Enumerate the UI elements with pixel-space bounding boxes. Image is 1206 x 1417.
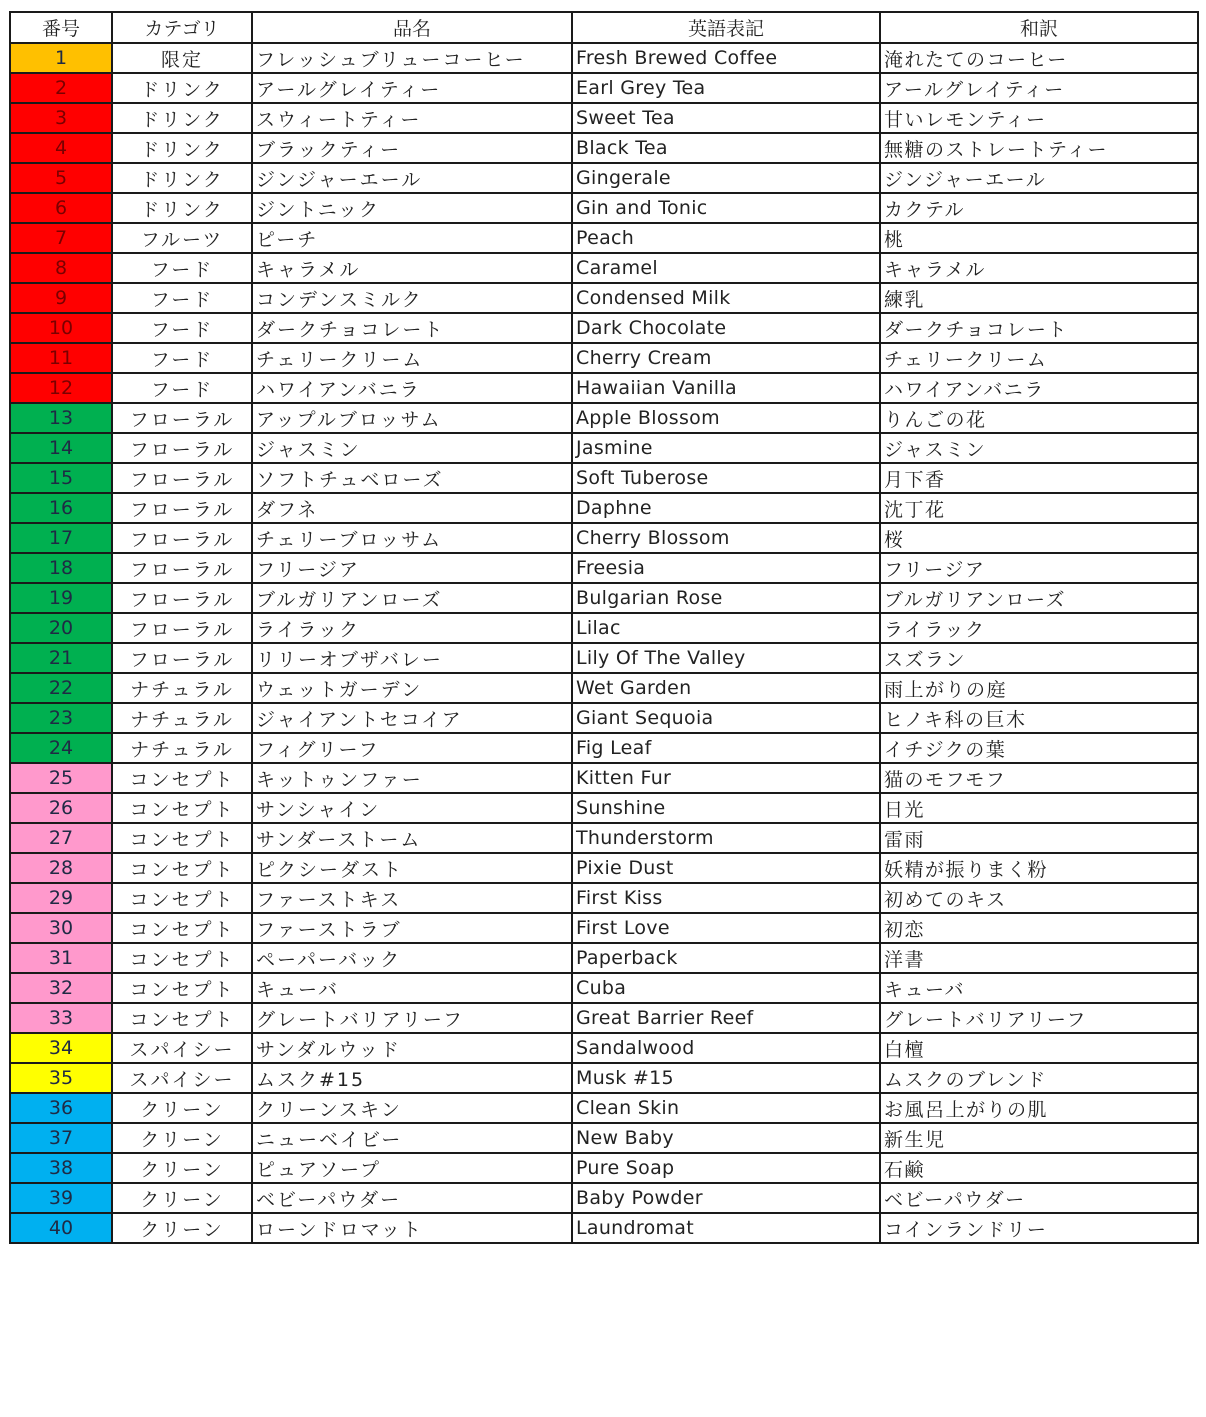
row-number-cell[interactable]: 13 <box>10 403 112 433</box>
japanese-translation-cell[interactable]: 沈丁花 <box>880 493 1198 523</box>
row-number-cell[interactable]: 23 <box>10 703 112 733</box>
row-number-cell[interactable]: 3 <box>10 103 112 133</box>
product-name-cell[interactable]: ピュアソープ <box>252 1153 572 1183</box>
category-cell[interactable]: フード <box>112 343 252 373</box>
japanese-translation-cell[interactable]: キャラメル <box>880 253 1198 283</box>
english-name-cell[interactable]: First Kiss <box>572 883 880 913</box>
category-cell[interactable]: フローラル <box>112 403 252 433</box>
table-row <box>10 643 1198 673</box>
row-number-cell[interactable]: 8 <box>10 253 112 283</box>
header-japanese: 和訳 <box>880 12 1198 43</box>
english-name-cell[interactable]: Hawaiian Vanilla <box>572 373 880 403</box>
product-name-cell[interactable]: ライラック <box>252 613 572 643</box>
japanese-translation-cell[interactable]: フリージア <box>880 553 1198 583</box>
row-number-cell[interactable]: 11 <box>10 343 112 373</box>
row-number-cell[interactable]: 1 <box>10 43 112 73</box>
product-name-cell[interactable]: グレートバリアリーフ <box>252 1003 572 1033</box>
product-name-cell[interactable]: ニューベイビー <box>252 1123 572 1153</box>
english-name-cell[interactable]: Black Tea <box>572 133 880 163</box>
japanese-translation-cell[interactable]: 白檀 <box>880 1033 1198 1063</box>
row-number-cell[interactable]: 22 <box>10 673 112 703</box>
category-cell[interactable]: フード <box>112 283 252 313</box>
category-cell[interactable]: コンセプト <box>112 913 252 943</box>
row-number-cell[interactable]: 7 <box>10 223 112 253</box>
japanese-translation-cell[interactable]: 雨上がりの庭 <box>880 673 1198 703</box>
category-cell[interactable]: スパイシー <box>112 1033 252 1063</box>
table-row <box>10 523 1198 553</box>
product-name-cell[interactable]: アップルブロッサム <box>252 403 572 433</box>
japanese-translation-cell[interactable]: 妖精が振りまく粉 <box>880 853 1198 883</box>
product-name-cell[interactable]: フリージア <box>252 553 572 583</box>
category-cell[interactable]: コンセプト <box>112 973 252 1003</box>
table-body <box>10 43 1198 1243</box>
product-name-cell[interactable]: アールグレイティー <box>252 73 572 103</box>
product-name-cell[interactable]: ブラックティー <box>252 133 572 163</box>
table-row <box>10 853 1198 883</box>
japanese-translation-cell[interactable]: りんごの花 <box>880 403 1198 433</box>
category-cell[interactable]: クリーン <box>112 1213 252 1243</box>
scent-list-table <box>9 11 1199 1244</box>
category-cell[interactable]: ドリンク <box>112 73 252 103</box>
japanese-translation-cell[interactable]: 練乳 <box>880 283 1198 313</box>
japanese-translation-cell[interactable]: お風呂上がりの肌 <box>880 1093 1198 1123</box>
category-cell[interactable]: フローラル <box>112 463 252 493</box>
japanese-translation-cell[interactable]: 新生児 <box>880 1123 1198 1153</box>
english-name-cell[interactable]: Gingerale <box>572 163 880 193</box>
english-name-cell[interactable]: Kitten Fur <box>572 763 880 793</box>
english-name-cell[interactable]: Earl Grey Tea <box>572 73 880 103</box>
table-row <box>10 193 1198 223</box>
english-name-cell[interactable]: Laundromat <box>572 1213 880 1243</box>
english-name-cell[interactable]: Musk #15 <box>572 1063 880 1093</box>
table-row <box>10 673 1198 703</box>
category-cell[interactable]: スパイシー <box>112 1063 252 1093</box>
product-name-cell[interactable]: ファーストラブ <box>252 913 572 943</box>
category-cell[interactable]: フローラル <box>112 583 252 613</box>
category-cell[interactable]: フローラル <box>112 433 252 463</box>
table-row <box>10 223 1198 253</box>
table-row <box>10 973 1198 1003</box>
table-row <box>10 703 1198 733</box>
product-name-cell[interactable]: ムスク#15 <box>252 1063 572 1093</box>
table-row <box>10 1123 1198 1153</box>
category-cell[interactable]: コンセプト <box>112 763 252 793</box>
table-row <box>10 733 1198 763</box>
product-name-cell[interactable]: フレッシュブリューコーヒー <box>252 43 572 73</box>
category-cell[interactable]: フード <box>112 373 252 403</box>
japanese-translation-cell[interactable]: カクテル <box>880 193 1198 223</box>
english-name-cell[interactable]: Sunshine <box>572 793 880 823</box>
japanese-translation-cell[interactable]: ブルガリアンローズ <box>880 583 1198 613</box>
japanese-translation-cell[interactable]: ムスクのブレンド <box>880 1063 1198 1093</box>
japanese-translation-cell[interactable]: 甘いレモンティー <box>880 103 1198 133</box>
japanese-translation-cell[interactable]: 洋書 <box>880 943 1198 973</box>
product-name-cell[interactable]: フィグリーフ <box>252 733 572 763</box>
table-row <box>10 403 1198 433</box>
product-name-cell[interactable]: ウェットガーデン <box>252 673 572 703</box>
english-name-cell[interactable]: Peach <box>572 223 880 253</box>
category-cell[interactable]: コンセプト <box>112 883 252 913</box>
category-cell[interactable]: コンセプト <box>112 823 252 853</box>
english-name-cell[interactable]: Soft Tuberose <box>572 463 880 493</box>
english-name-cell[interactable]: Pixie Dust <box>572 853 880 883</box>
table-row <box>10 163 1198 193</box>
product-name-cell[interactable]: ベビーパウダー <box>252 1183 572 1213</box>
category-cell[interactable]: コンセプト <box>112 943 252 973</box>
japanese-translation-cell[interactable]: 猫のモフモフ <box>880 763 1198 793</box>
header-name: 品名 <box>252 12 572 43</box>
category-cell[interactable]: フローラル <box>112 493 252 523</box>
table-row <box>10 613 1198 643</box>
product-name-cell[interactable]: キューバ <box>252 973 572 1003</box>
row-number-cell[interactable]: 35 <box>10 1063 112 1093</box>
row-number-cell[interactable]: 24 <box>10 733 112 763</box>
english-name-cell[interactable]: Fig Leaf <box>572 733 880 763</box>
row-number-cell[interactable]: 12 <box>10 373 112 403</box>
header-english: 英語表記 <box>572 12 880 43</box>
product-name-cell[interactable]: ダフネ <box>252 493 572 523</box>
japanese-translation-cell[interactable]: ジンジャーエール <box>880 163 1198 193</box>
table-row <box>10 1003 1198 1033</box>
japanese-translation-cell[interactable]: コインランドリー <box>880 1213 1198 1243</box>
category-cell[interactable]: クリーン <box>112 1093 252 1123</box>
category-cell[interactable]: ドリンク <box>112 193 252 223</box>
table-row <box>10 133 1198 163</box>
category-cell[interactable]: フローラル <box>112 613 252 643</box>
japanese-translation-cell[interactable]: ベビーパウダー <box>880 1183 1198 1213</box>
row-number-cell[interactable]: 2 <box>10 73 112 103</box>
english-name-cell[interactable]: Sandalwood <box>572 1033 880 1063</box>
table-row <box>10 433 1198 463</box>
category-cell[interactable]: フード <box>112 313 252 343</box>
english-name-cell[interactable]: Fresh Brewed Coffee <box>572 43 880 73</box>
japanese-translation-cell[interactable]: 石鹸 <box>880 1153 1198 1183</box>
japanese-translation-cell[interactable]: ジャスミン <box>880 433 1198 463</box>
category-cell[interactable]: クリーン <box>112 1123 252 1153</box>
row-number-cell[interactable]: 39 <box>10 1183 112 1213</box>
row-number-cell[interactable]: 32 <box>10 973 112 1003</box>
row-number-cell[interactable]: 18 <box>10 553 112 583</box>
english-name-cell[interactable]: Paperback <box>572 943 880 973</box>
english-name-cell[interactable]: Baby Powder <box>572 1183 880 1213</box>
row-number-cell[interactable]: 5 <box>10 163 112 193</box>
product-name-cell[interactable]: ブルガリアンローズ <box>252 583 572 613</box>
table-row <box>10 43 1198 73</box>
product-name-cell[interactable]: サンダーストーム <box>252 823 572 853</box>
english-name-cell[interactable]: Daphne <box>572 493 880 523</box>
row-number-cell[interactable]: 34 <box>10 1033 112 1063</box>
product-name-cell[interactable]: サンダルウッド <box>252 1033 572 1063</box>
header-num: 番号 <box>10 12 112 43</box>
product-name-cell[interactable]: ジントニック <box>252 193 572 223</box>
product-name-cell[interactable]: ダークチョコレート <box>252 313 572 343</box>
english-name-cell[interactable]: Dark Chocolate <box>572 313 880 343</box>
category-cell[interactable]: フローラル <box>112 643 252 673</box>
japanese-translation-cell[interactable]: ダークチョコレート <box>880 313 1198 343</box>
english-name-cell[interactable]: Lilac <box>572 613 880 643</box>
table-row <box>10 343 1198 373</box>
english-name-cell[interactable]: Cherry Cream <box>572 343 880 373</box>
english-name-cell[interactable]: Apple Blossom <box>572 403 880 433</box>
japanese-translation-cell[interactable]: チェリークリーム <box>880 343 1198 373</box>
japanese-translation-cell[interactable]: グレートバリアリーフ <box>880 1003 1198 1033</box>
row-number-cell[interactable]: 15 <box>10 463 112 493</box>
row-number-cell[interactable]: 4 <box>10 133 112 163</box>
product-name-cell[interactable]: ソフトチュベローズ <box>252 463 572 493</box>
english-name-cell[interactable]: Caramel <box>572 253 880 283</box>
japanese-translation-cell[interactable]: キューバ <box>880 973 1198 1003</box>
table-row <box>10 553 1198 583</box>
category-cell[interactable]: ドリンク <box>112 163 252 193</box>
japanese-translation-cell[interactable]: 日光 <box>880 793 1198 823</box>
table-row <box>10 103 1198 133</box>
category-cell[interactable]: ナチュラル <box>112 733 252 763</box>
english-name-cell[interactable]: Wet Garden <box>572 673 880 703</box>
english-name-cell[interactable]: Sweet Tea <box>572 103 880 133</box>
japanese-translation-cell[interactable]: ヒノキ科の巨木 <box>880 703 1198 733</box>
table-row <box>10 1183 1198 1213</box>
japanese-translation-cell[interactable]: 初恋 <box>880 913 1198 943</box>
english-name-cell[interactable]: Lily Of The Valley <box>572 643 880 673</box>
table-row <box>10 883 1198 913</box>
english-name-cell[interactable]: New Baby <box>572 1123 880 1153</box>
product-name-cell[interactable]: サンシャイン <box>252 793 572 823</box>
product-name-cell[interactable]: ジャイアントセコイア <box>252 703 572 733</box>
row-number-cell[interactable]: 31 <box>10 943 112 973</box>
category-cell[interactable]: フルーツ <box>112 223 252 253</box>
japanese-translation-cell[interactable]: 淹れたてのコーヒー <box>880 43 1198 73</box>
row-number-cell[interactable]: 20 <box>10 613 112 643</box>
english-name-cell[interactable]: Bulgarian Rose <box>572 583 880 613</box>
category-cell[interactable]: ドリンク <box>112 103 252 133</box>
product-name-cell[interactable]: リリーオブザバレー <box>252 643 572 673</box>
category-cell[interactable]: クリーン <box>112 1183 252 1213</box>
category-cell[interactable]: フード <box>112 253 252 283</box>
product-name-cell[interactable]: ローンドロマット <box>252 1213 572 1243</box>
english-name-cell[interactable]: Clean Skin <box>572 1093 880 1123</box>
category-cell[interactable]: クリーン <box>112 1153 252 1183</box>
category-cell[interactable]: コンセプト <box>112 793 252 823</box>
japanese-translation-cell[interactable]: 桜 <box>880 523 1198 553</box>
row-number-cell[interactable]: 40 <box>10 1213 112 1243</box>
table-row <box>10 913 1198 943</box>
category-cell[interactable]: ドリンク <box>112 133 252 163</box>
row-number-cell[interactable]: 26 <box>10 793 112 823</box>
table-row <box>10 373 1198 403</box>
category-cell[interactable]: ナチュラル <box>112 673 252 703</box>
product-name-cell[interactable]: スウィートティー <box>252 103 572 133</box>
english-name-cell[interactable]: Great Barrier Reef <box>572 1003 880 1033</box>
english-name-cell[interactable]: Giant Sequoia <box>572 703 880 733</box>
product-name-cell[interactable]: ペーパーバック <box>252 943 572 973</box>
category-cell[interactable]: コンセプト <box>112 1003 252 1033</box>
table-row <box>10 283 1198 313</box>
table-row <box>10 1213 1198 1243</box>
japanese-translation-cell[interactable]: ハワイアンバニラ <box>880 373 1198 403</box>
product-name-cell[interactable]: ジャスミン <box>252 433 572 463</box>
english-name-cell[interactable]: Thunderstorm <box>572 823 880 853</box>
table-row <box>10 253 1198 283</box>
table-row <box>10 1063 1198 1093</box>
table-row <box>10 1033 1198 1063</box>
product-name-cell[interactable]: キットゥンファー <box>252 763 572 793</box>
category-cell[interactable]: ナチュラル <box>112 703 252 733</box>
japanese-translation-cell[interactable]: イチジクの葉 <box>880 733 1198 763</box>
header-category: カテゴリ <box>112 12 252 43</box>
product-name-cell[interactable]: コンデンスミルク <box>252 283 572 313</box>
japanese-translation-cell[interactable]: 雷雨 <box>880 823 1198 853</box>
english-name-cell[interactable]: First Love <box>572 913 880 943</box>
product-name-cell[interactable]: チェリークリーム <box>252 343 572 373</box>
category-cell[interactable]: コンセプト <box>112 853 252 883</box>
row-number-cell[interactable]: 27 <box>10 823 112 853</box>
table-row <box>10 313 1198 343</box>
table-row <box>10 763 1198 793</box>
product-name-cell[interactable]: ピクシーダスト <box>252 853 572 883</box>
english-name-cell[interactable]: Cuba <box>572 973 880 1003</box>
product-name-cell[interactable]: キャラメル <box>252 253 572 283</box>
english-name-cell[interactable]: Gin and Tonic <box>572 193 880 223</box>
category-cell[interactable]: フローラル <box>112 523 252 553</box>
english-name-cell[interactable]: Freesia <box>572 553 880 583</box>
product-name-cell[interactable]: ピーチ <box>252 223 572 253</box>
product-name-cell[interactable]: ジンジャーエール <box>252 163 572 193</box>
row-number-cell[interactable]: 38 <box>10 1153 112 1183</box>
english-name-cell[interactable]: Pure Soap <box>572 1153 880 1183</box>
table-row <box>10 1153 1198 1183</box>
table-row <box>10 493 1198 523</box>
row-number-cell[interactable]: 37 <box>10 1123 112 1153</box>
english-name-cell[interactable]: Condensed Milk <box>572 283 880 313</box>
row-number-cell[interactable]: 9 <box>10 283 112 313</box>
category-cell[interactable]: フローラル <box>112 553 252 583</box>
product-name-cell[interactable]: ハワイアンバニラ <box>252 373 572 403</box>
japanese-translation-cell[interactable]: ライラック <box>880 613 1198 643</box>
row-number-cell[interactable]: 10 <box>10 313 112 343</box>
japanese-translation-cell[interactable]: 桃 <box>880 223 1198 253</box>
product-name-cell[interactable]: チェリーブロッサム <box>252 523 572 553</box>
row-number-cell[interactable]: 28 <box>10 853 112 883</box>
product-name-cell[interactable]: ファーストキス <box>252 883 572 913</box>
header-row <box>10 12 1198 43</box>
japanese-translation-cell[interactable]: スズラン <box>880 643 1198 673</box>
japanese-translation-cell[interactable]: 月下香 <box>880 463 1198 493</box>
table-row <box>10 793 1198 823</box>
table-row <box>10 1093 1198 1123</box>
row-number-cell[interactable]: 21 <box>10 643 112 673</box>
japanese-translation-cell[interactable]: 無糖のストレートティー <box>880 133 1198 163</box>
row-number-cell[interactable]: 29 <box>10 883 112 913</box>
table-row <box>10 463 1198 493</box>
row-number-cell[interactable]: 25 <box>10 763 112 793</box>
row-number-cell[interactable]: 14 <box>10 433 112 463</box>
row-number-cell[interactable]: 17 <box>10 523 112 553</box>
japanese-translation-cell[interactable]: アールグレイティー <box>880 73 1198 103</box>
category-cell[interactable]: 限定 <box>112 43 252 73</box>
row-number-cell[interactable]: 30 <box>10 913 112 943</box>
row-number-cell[interactable]: 36 <box>10 1093 112 1123</box>
row-number-cell[interactable]: 33 <box>10 1003 112 1033</box>
table-row <box>10 943 1198 973</box>
english-name-cell[interactable]: Cherry Blossom <box>572 523 880 553</box>
row-number-cell[interactable]: 16 <box>10 493 112 523</box>
table-row <box>10 823 1198 853</box>
product-name-cell[interactable]: クリーンスキン <box>252 1093 572 1123</box>
japanese-translation-cell[interactable]: 初めてのキス <box>880 883 1198 913</box>
table-row <box>10 583 1198 613</box>
row-number-cell[interactable]: 6 <box>10 193 112 223</box>
english-name-cell[interactable]: Jasmine <box>572 433 880 463</box>
row-number-cell[interactable]: 19 <box>10 583 112 613</box>
table-row <box>10 73 1198 103</box>
